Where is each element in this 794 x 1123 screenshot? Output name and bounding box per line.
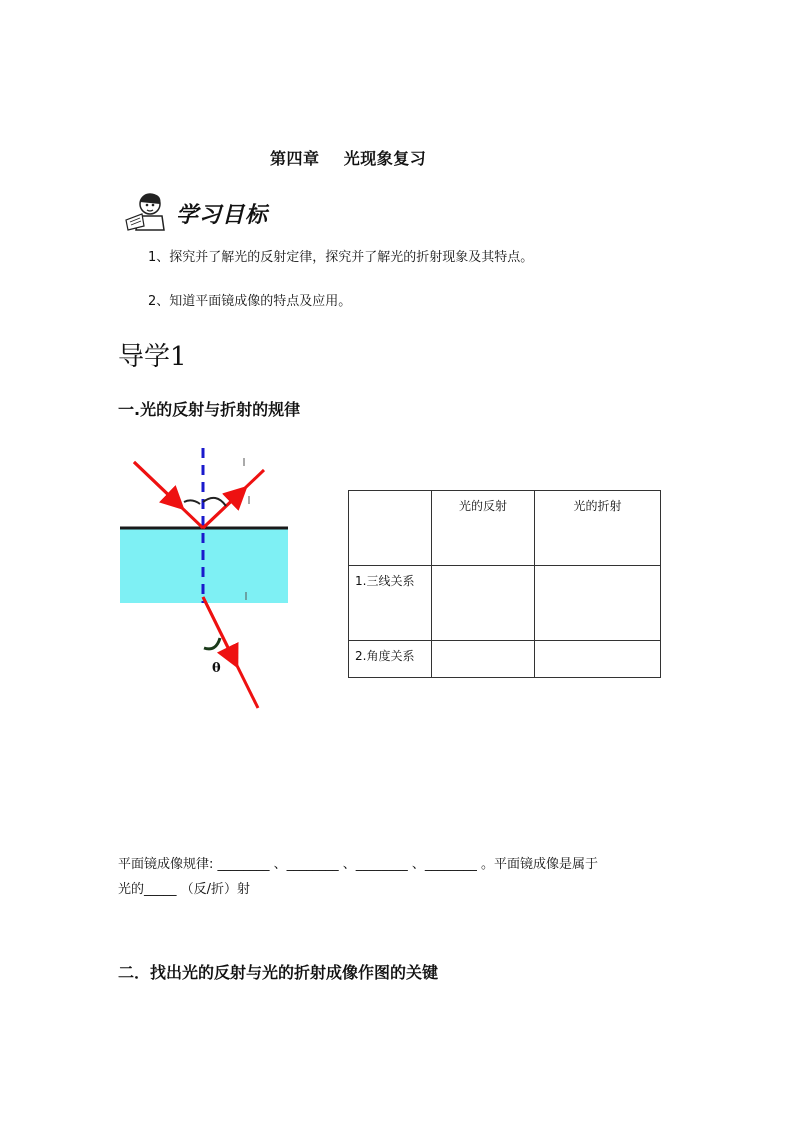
- table-cell[interactable]: [535, 566, 661, 641]
- comparison-table: [348, 490, 661, 678]
- guide-section-title: 导学1: [118, 342, 187, 372]
- table-cell[interactable]: [432, 641, 535, 678]
- table-row: [349, 641, 661, 678]
- table-row: [349, 566, 661, 641]
- document-title: 第四章 光现象复习: [270, 149, 427, 168]
- goal-item-1: 1、探究并了解光的反射定律，探究并了解光的折射现象及其特点。: [148, 250, 534, 265]
- row-label-angles: 2.角度关系: [349, 641, 432, 678]
- reflection-angle-arc: [203, 498, 226, 506]
- mirror-imaging-question: 平面镜成像规律: ________ 、________ 、________ 、________ 。平面镜成像是属于: [118, 857, 599, 872]
- goal-item-2: 2、知道平面镜成像的特点及应用。: [148, 294, 352, 309]
- table-header-empty: [349, 491, 432, 566]
- mirror-imaging-question-cont: 光的_____ （反/折）射: [118, 882, 251, 897]
- row-label-three-lines: 1.三线关系: [349, 566, 432, 641]
- table-cell[interactable]: [535, 641, 661, 678]
- refraction-angle-arc: [204, 638, 220, 649]
- table-header-refraction: 光的折射: [535, 491, 661, 566]
- section-1-title: 一.光的反射与折射的规律: [118, 400, 301, 419]
- table-header-row: [349, 491, 661, 566]
- learning-goals-heading: 学习目标: [176, 202, 269, 228]
- student-reading-icon: [120, 190, 176, 234]
- table-cell[interactable]: [432, 566, 535, 641]
- section-2-title: 二．找出光的反射与光的折射成像作图的关键: [118, 963, 439, 982]
- reflection-refraction-diagram: [112, 440, 302, 715]
- angle-theta-label: θ: [212, 661, 221, 676]
- table-header-reflection: 光的反射: [432, 491, 535, 566]
